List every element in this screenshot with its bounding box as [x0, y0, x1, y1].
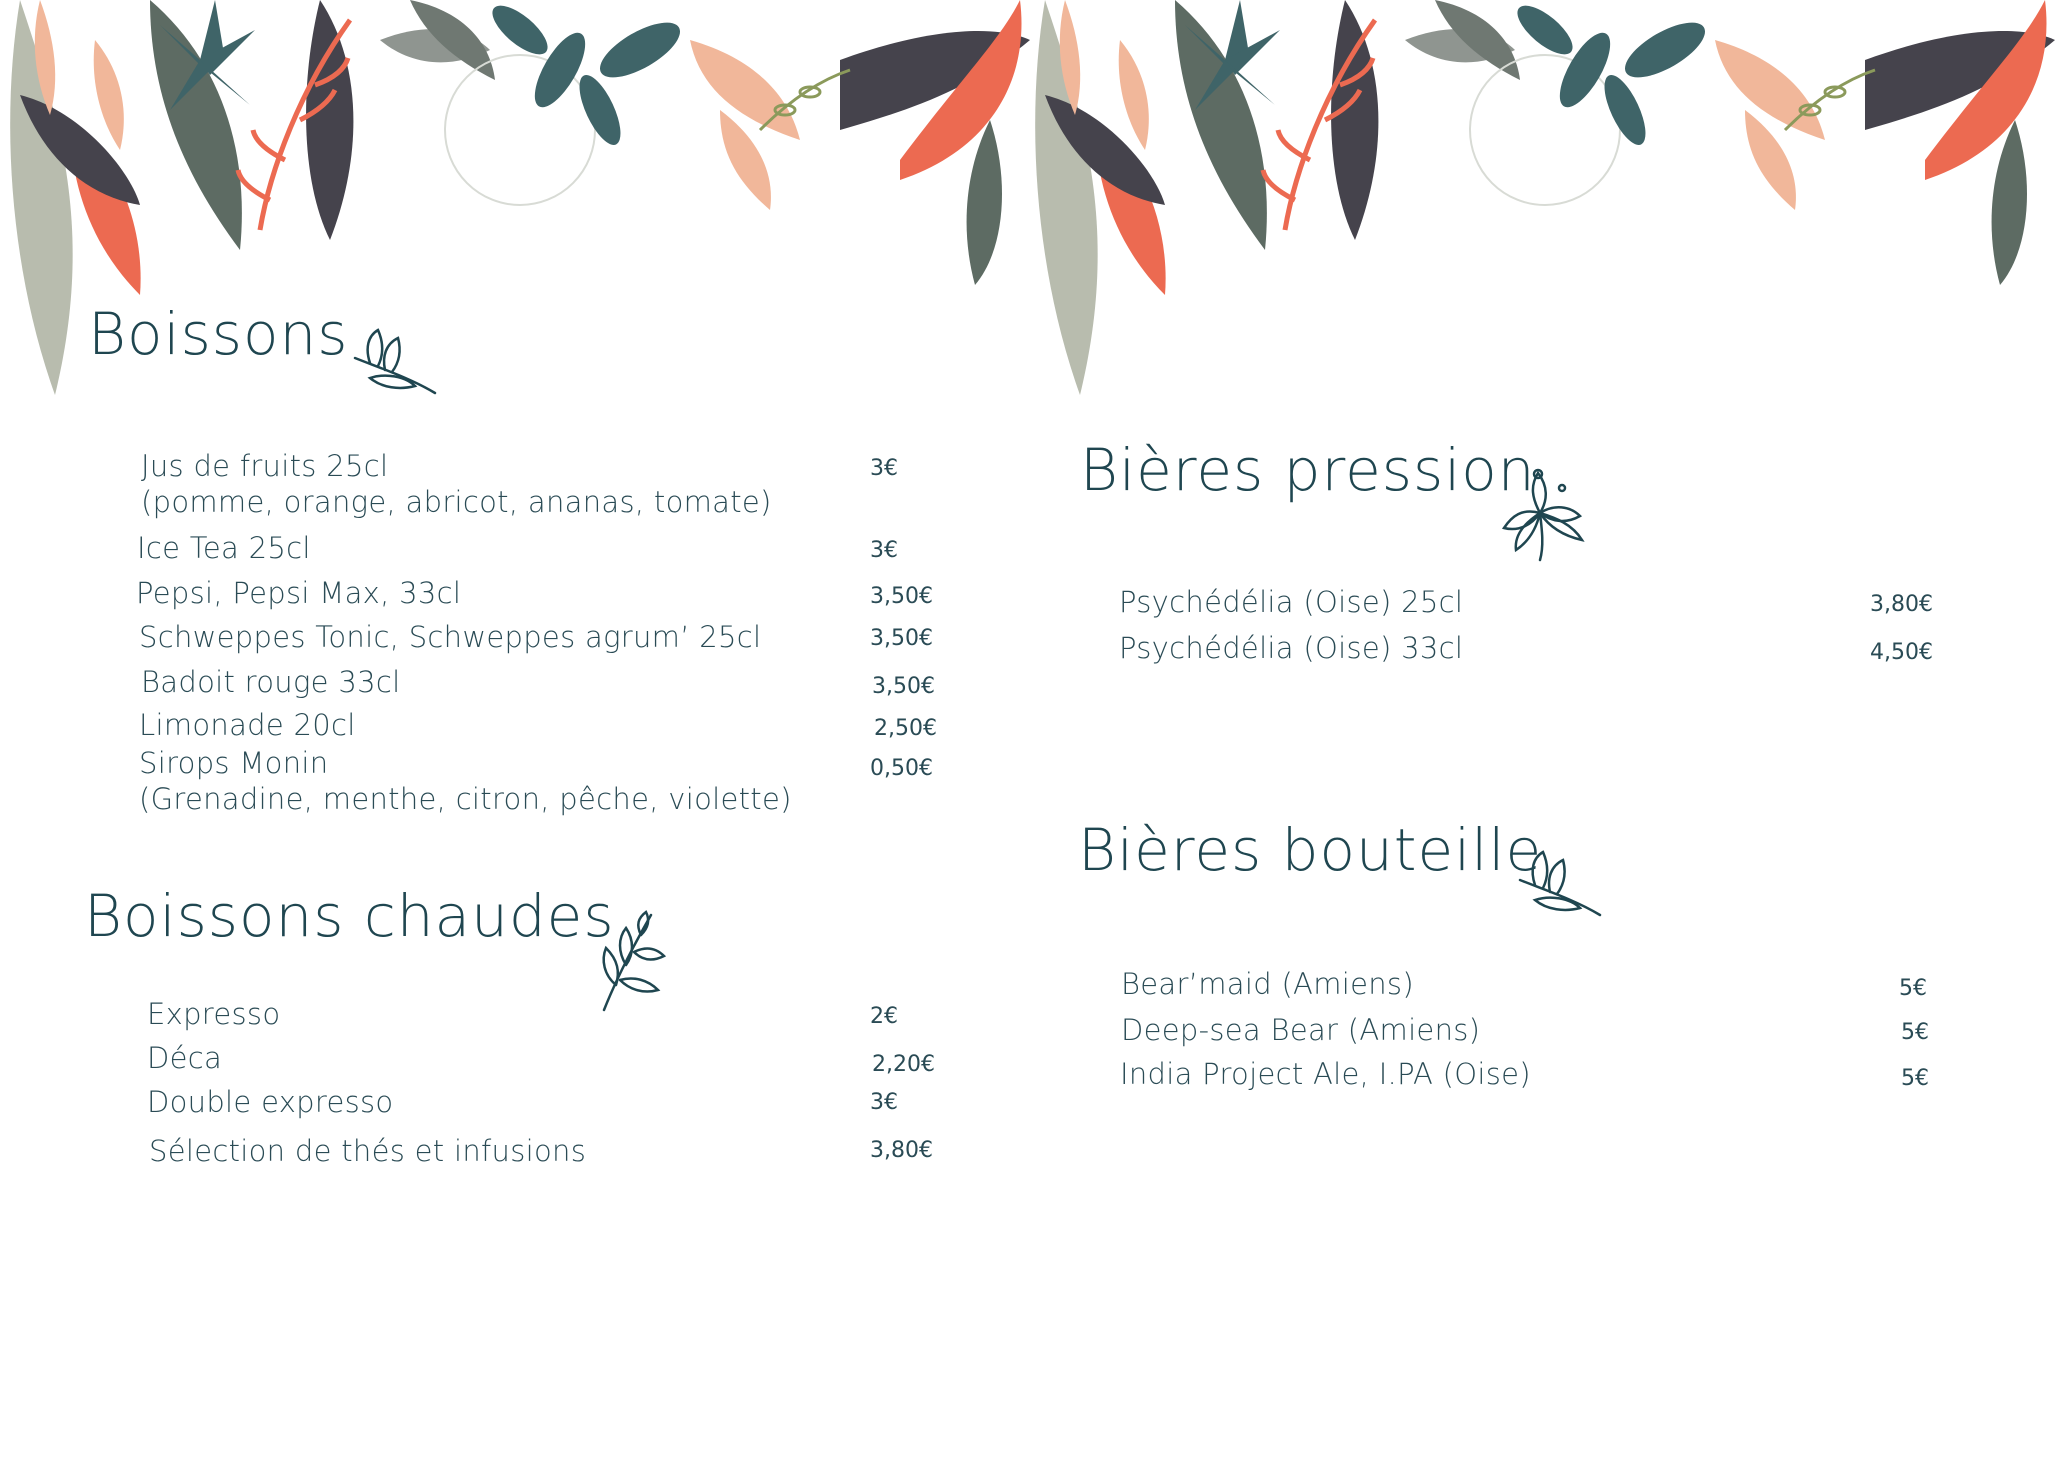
branch-sprig-icon	[596, 910, 666, 1015]
item-name: Psychédélia (Oise) 33cl	[1119, 631, 1464, 665]
menu-item-name	[137, 530, 311, 566]
menu-item-name	[1121, 966, 1414, 1002]
menu-item-price: 3€	[870, 538, 898, 563]
menu-item-name	[139, 619, 761, 655]
menu-item-name	[149, 1133, 586, 1169]
item-name: Bear’maid (Amiens)	[1121, 967, 1414, 1001]
menu-item-name	[1119, 584, 1463, 620]
item-name: Schweppes Tonic, Schweppes agrum’ 25cl	[139, 620, 762, 654]
item-name: Limonade 20cl	[139, 708, 356, 742]
menu-item-price: 3€	[870, 1090, 898, 1115]
menu-item-price: 5€	[1899, 976, 1927, 1001]
menu-item-price: 2,50€	[874, 716, 937, 741]
menu-item-name	[1119, 630, 1463, 666]
menu-item-name	[147, 1084, 393, 1120]
item-name: Sirops Monin	[139, 746, 329, 780]
item-name: Ice Tea 25cl	[137, 531, 311, 565]
leaf-sprig-icon	[350, 328, 440, 398]
menu-item-price: 3,50€	[872, 674, 935, 699]
flower-sprig-icon	[1492, 468, 1587, 563]
menu-item-price: 2,20€	[872, 1052, 935, 1077]
menu-item-name	[141, 448, 772, 520]
menu-item-name	[139, 707, 356, 743]
menu-item-price: 3,80€	[1870, 592, 1933, 617]
menu-item-name	[147, 996, 280, 1032]
item-name: India Project Ale, I.PA (Oise)	[1120, 1057, 1531, 1091]
item-name: Expresso	[147, 997, 281, 1031]
menu-item-price: 3,50€	[870, 584, 933, 609]
item-name: Psychédélia (Oise) 25cl	[1119, 585, 1464, 619]
menu-item-name	[1120, 1056, 1531, 1092]
section-title-boissons: Boissons	[88, 300, 349, 368]
menu-item-name	[136, 575, 461, 611]
section-title-boissons-chaudes: Boissons chaudes	[84, 882, 615, 950]
item-name: Sélection de thés et infusions	[149, 1134, 587, 1168]
item-note: (pomme, orange, abricot, ananas, tomate)	[141, 485, 772, 519]
menu-item-name	[1121, 1012, 1480, 1048]
menu-item-price: 2€	[870, 1004, 898, 1029]
menu-item-price: 5€	[1901, 1020, 1929, 1045]
menu-item-price: 3,80€	[870, 1138, 933, 1163]
item-name: Double expresso	[147, 1085, 394, 1119]
leaf-sprig-icon	[1515, 850, 1605, 920]
menu-item-price: 4,50€	[1870, 640, 1933, 665]
menu-item-name	[141, 664, 400, 700]
section-title-bieres-pression: Bières pression	[1080, 436, 1536, 504]
item-name: Déca	[147, 1041, 223, 1075]
item-name: Deep-sea Bear (Amiens)	[1121, 1013, 1481, 1047]
menu-item-name	[147, 1040, 222, 1076]
item-name: Jus de fruits 25cl	[141, 449, 389, 483]
menu-item-price: 5€	[1901, 1066, 1929, 1091]
item-note: (Grenadine, menthe, citron, pêche, violette)	[139, 782, 792, 816]
item-name: Badoit rouge 33cl	[141, 665, 401, 699]
menu-item-price: 3,50€	[870, 626, 933, 651]
section-title-bieres-bouteille: Bières bouteille	[1078, 816, 1543, 884]
menu-item-price: 0,50€	[870, 756, 933, 781]
menu-item-name	[139, 745, 792, 817]
menu-item-price: 3€	[870, 456, 898, 481]
item-name: Pepsi, Pepsi Max, 33cl	[136, 576, 462, 610]
